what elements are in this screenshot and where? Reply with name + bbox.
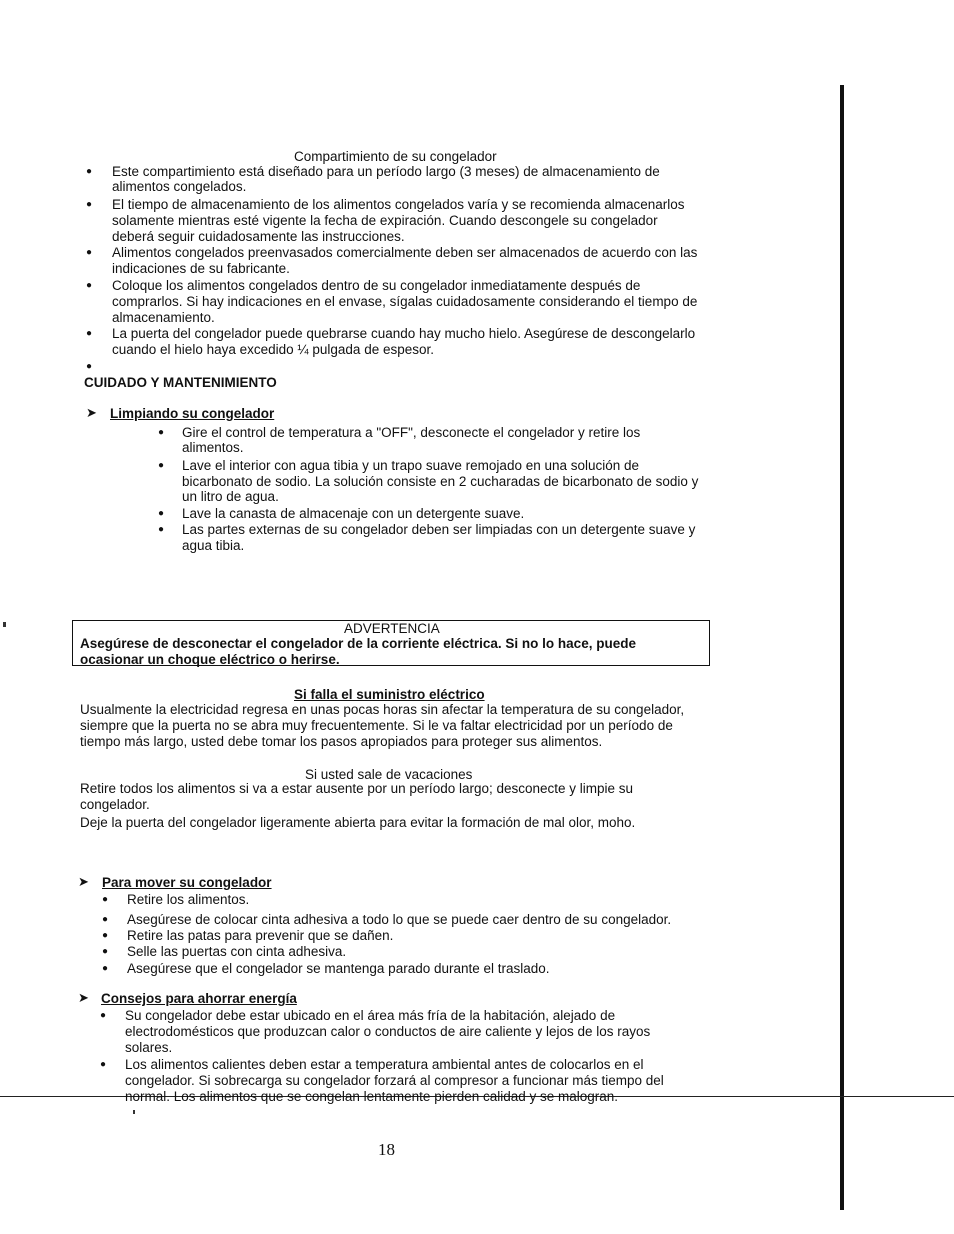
moving-bullet-text: Selle las puertas con cinta adhesiva.: [127, 944, 347, 959]
moving-bullet-text: Asegúrese de colocar cinta adhesiva a todo lo que se puede caer dentro de su congelador.: [127, 912, 672, 927]
cleaning-bullet-text: alimentos.: [182, 440, 244, 455]
compartment-bullet-text: Coloque los alimentos congelados dentro de su congelador inmediatamente después de: [112, 278, 641, 293]
bullet-dot: ●: [86, 280, 93, 291]
bullet-dot: ●: [86, 166, 93, 177]
scan-mark: [3, 622, 6, 627]
cleaning-bullet-text: Gire el control de temperatura a "OFF", desconecte el congelador y retire los: [182, 425, 641, 440]
bullet-dot: ●: [86, 328, 93, 339]
power-text: Usualmente la electricidad regresa en unas pocas horas sin afectar la temperatura de su congelador,: [80, 702, 685, 717]
bullet-dot: ●: [102, 946, 109, 957]
bullet-dot: ●: [86, 199, 93, 210]
bullet-dot: ●: [102, 914, 109, 925]
power-text: tiempo más largo, usted debe tomar los pasos apropiados para proteger sus alimentos.: [80, 734, 603, 749]
arrow-icon: ➤: [86, 405, 97, 420]
energy-bullet-text: congelador. Si sobrecarga su congelador forzará al compresor a funcionar más tiempo del: [125, 1073, 664, 1088]
vacation-text: Retire todos los alimentos si va a estar ausente por un período largo; desconecte y limpie su: [80, 781, 634, 796]
bullet-dot: ●: [100, 1059, 107, 1070]
compartment-bullet-text: deberá seguir cuidadosamente las instrucciones.: [112, 229, 405, 244]
bullet-dot: ●: [86, 361, 93, 372]
energy-bullet-text: electrodomésticos que produzcan calor o conductos de aire caliente y lejos de los rayos: [125, 1024, 651, 1039]
arrow-icon: ➤: [78, 874, 89, 889]
cleaning-bullet-text: agua tibia.: [182, 538, 245, 553]
compartment-bullet-text: Alimentos congelados preenvasados comercialmente deben ser almacenados de acuerdo con las: [112, 245, 698, 260]
bullet-dot: ●: [102, 963, 109, 974]
compartment-bullet-text: indicaciones de su fabricante.: [112, 261, 290, 276]
bullet-dot: ●: [100, 1010, 107, 1021]
bullet-dot: ●: [158, 524, 165, 535]
cleaning-bullet-text: bicarbonato de sodio. La solución consiste en 2 cucharadas de bicarbonato de sodio y: [182, 474, 699, 489]
energy-bullet-text: Los alimentos calientes deben estar a temperatura ambiental antes de colocarlos en el: [125, 1057, 644, 1072]
energy-bullet-text: solares.: [125, 1040, 173, 1055]
vacation-text: congelador.: [80, 797, 150, 812]
compartment-bullet-text: alimentos congelados.: [112, 179, 247, 194]
energy-bullet-text: normal. Los alimentos que se congelan lentamente pierden calidad y se malogran.: [125, 1089, 619, 1104]
compartment-bullet-text: solamente mientras esté vigente la fecha de expiración. Cuando descongele su congelador: [112, 213, 658, 228]
compartment-bullet-text: La puerta del congelador puede quebrarse cuando hay mucho hielo. Asegúrese de descongelarlo: [112, 326, 696, 341]
compartment-bullet-text: comprarlos. Si hay indicaciones en el envase, sígalas cuidadosamente considerando el tiempo de: [112, 294, 698, 309]
vacation-text: Deje la puerta del congelador ligeramente abierta para evitar la formación de mal olor, moho.: [80, 815, 636, 830]
bullet-dot: ●: [158, 427, 165, 438]
scan-mark: [133, 1110, 135, 1114]
bullet-dot: ●: [158, 508, 165, 519]
bullet-dot: ●: [86, 247, 93, 258]
power-text: siempre que la puerta no se abra muy frecuentemente. Si le va faltar electricidad por un período de: [80, 718, 673, 733]
page-number: 18: [378, 1140, 395, 1159]
vacation-title: Si usted sale de vacaciones: [305, 767, 473, 782]
warning-text: ocasionar un choque eléctrico o herirse.: [80, 652, 340, 667]
energy-bullet-text: Su congelador debe estar ubicado en el área más fría de la habitación, alejado de: [125, 1008, 616, 1023]
compartment-bullet-text: almacenamiento.: [112, 310, 215, 325]
moving-title: Para mover su congelador: [102, 875, 272, 890]
bullet-dot: ●: [158, 460, 165, 471]
cleaning-title: Limpiando su congelador: [110, 406, 275, 421]
compartment-bullet-text: El tiempo de almacenamiento de los alimentos congelados varía y se recomienda almacenarlos: [112, 197, 685, 212]
compartment-bullet-text: Este compartimiento está diseñado para un período largo (3 meses) de almacenamiento de: [112, 164, 660, 179]
cleaning-bullet-text: Lave la canasta de almacenaje con un detergente suave.: [182, 506, 525, 521]
compartment-bullet-text: cuando el hielo haya excedido ¼ pulgada de espesor.: [112, 342, 434, 357]
care-heading: CUIDADO Y MANTENIMIENTO: [84, 375, 277, 390]
moving-bullet-text: Retire los alimentos.: [127, 892, 250, 907]
power-title: Si falla el suministro eléctrico: [294, 687, 485, 702]
compartment-title: Compartimiento de su congelador: [294, 149, 497, 164]
moving-bullet-text: Retire las patas para prevenir que se dañen.: [127, 928, 394, 943]
cleaning-bullet-text: Las partes externas de su congelador deben ser limpiadas con un detergente suave y: [182, 522, 696, 537]
arrow-icon: ➤: [78, 990, 89, 1005]
bullet-dot: ●: [102, 894, 109, 905]
energy-title: Consejos para ahorrar energía: [101, 991, 297, 1006]
cleaning-bullet-text: un litro de agua.: [182, 489, 279, 504]
warning-text: Asegúrese de desconectar el congelador de la corriente eléctrica. Si no lo hace, puede: [80, 636, 636, 651]
bullet-dot: ●: [102, 930, 109, 941]
moving-bullet-text: Asegúrese que el congelador se mantenga parado durante el traslado.: [127, 961, 550, 976]
cleaning-bullet-text: Lave el interior con agua tibia y un trapo suave remojado en una solución de: [182, 458, 640, 473]
scan-vertical-rule: [840, 85, 844, 1210]
warning-title: ADVERTENCIA: [344, 621, 440, 636]
